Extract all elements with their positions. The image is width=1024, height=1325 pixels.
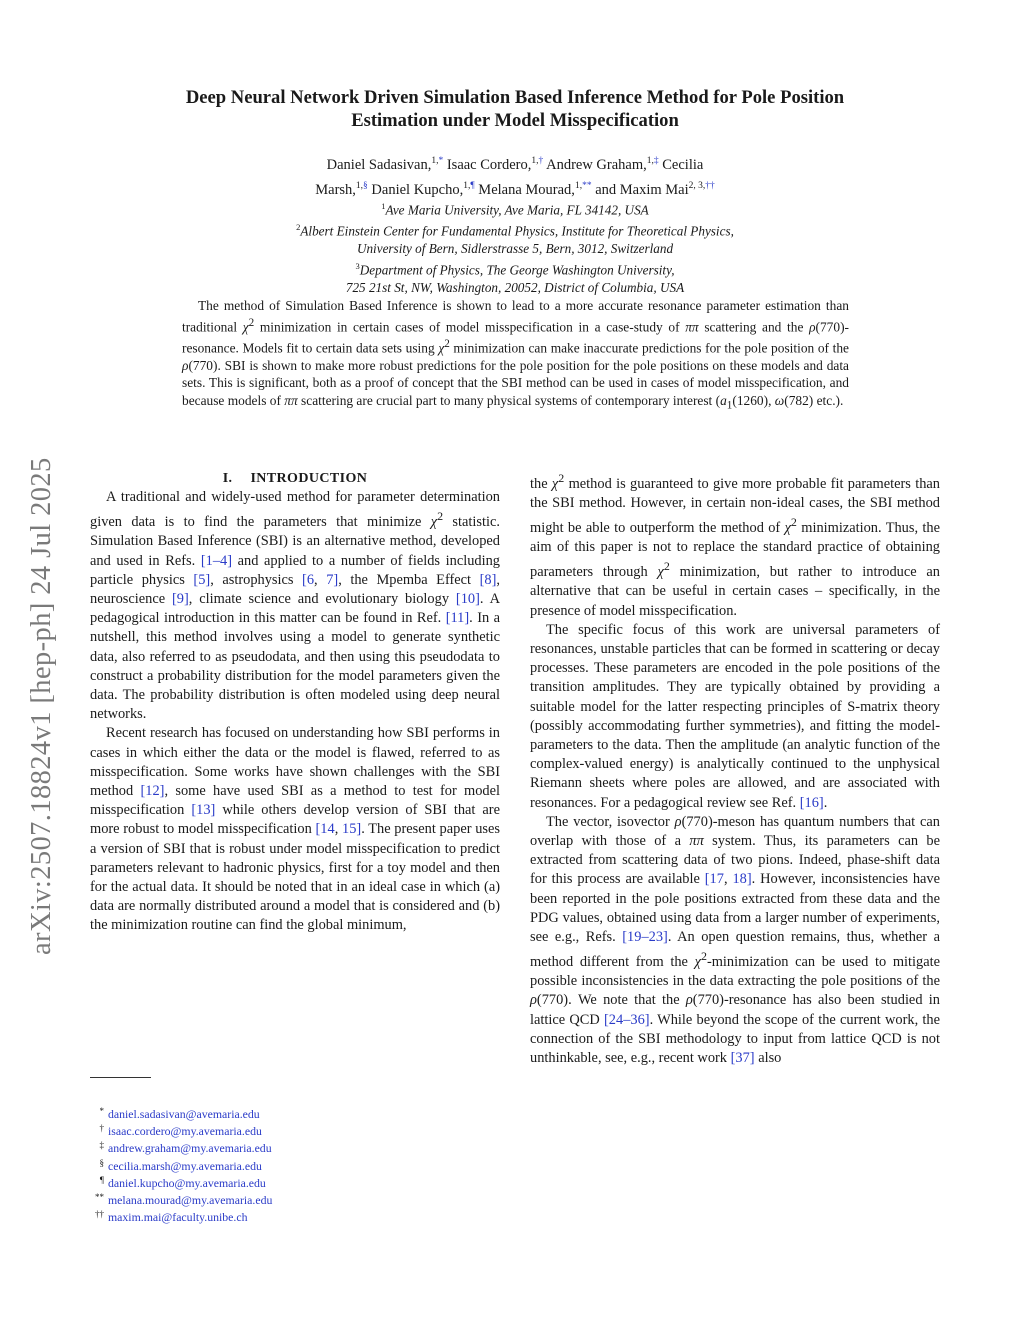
paragraph: The vector, isovector ρ(770)-meson has quantum numbers that can overlap with those of a ππ system. Thus, its parameters can be extracted from scattering data of two pions. Indeed, phase-shift data for this process are available [17, 18]. However, inconsistencies have been reported in the pole positions extracted from these data and the PDG values, obtained using data from a larger number of experiments, see e.g., Refs. [19–23]. An open question remains, thus, whether a method different from the $\chi^2$-minimization can be used to mitigate possible inconsistencies in the data extracting the pole positions of the ρ(770). We note that the ρ(770)-resonance has also been studied in lattice QCD [24–36]. While beyond the scope of the current work, the connection of the SBI methodology to input from lattice QCD is not unthinkable, see, e.g., recent work [37] also	[530, 813, 941, 1067]
footnote-mark[interactable]: *	[438, 156, 444, 166]
author-name: Cecilia	[662, 156, 704, 173]
citation-link[interactable]: [16]	[799, 794, 824, 811]
email-link[interactable]: isaac.cordero@my.avemaria.edu	[108, 1124, 262, 1139]
author-name: Daniel Sadasivan,	[326, 156, 432, 173]
affiliation-line: University of Bern, Sidlerstrasse 5, Bern, 3012, Switzerland	[356, 240, 674, 256]
paragraph: The specific focus of this work are universal parameters of resonances, unstable particles that can be formed in scattering or decay processes. These parameters are encoded in the pole positions of the transition amplitudes. They are typically obtained by providing a suitable model for the latter respecting principles of S-matrix theory (possibly accommodating further symmetries), and fitting the model-parameters to the data. Then the amplitude (an analytic function of the complex-valued energy) is analytically continued to the unphysical Riemann sheets where poles are allowed, and are associated with resonances. For a pedagogical review see Ref. [16].	[530, 621, 940, 811]
section-heading: I. INTRODUCTION	[222, 471, 368, 486]
left-column	[90, 469, 500, 936]
email-link[interactable]: maxim.mai@faculty.unibe.ch	[108, 1210, 248, 1225]
citation-link[interactable]: [13]	[191, 802, 216, 819]
paper-title	[90, 86, 940, 132]
affiliation-line: Ave Maria University, Ave Maria, FL 34142, USA	[385, 202, 649, 218]
email-link[interactable]: andrew.graham@my.avemaria.edu	[108, 1141, 272, 1156]
footnote: ¶ daniel.kupcho@my.avemaria.edu	[99, 1174, 266, 1190]
arxiv-identifier: arXiv:2507.18824v1 [hep-ph] 24 Jul 2025	[26, 457, 57, 955]
citation-link[interactable]: [12]	[140, 783, 165, 800]
paragraph: the $\chi^2$ method is guaranteed to give more probable fit parameters than the SBI method. However, in certain non-ideal cases, the SBI method might be able to outperform the method of $\chi^2$ minimization. Thus, the aim of this paper is not to replace the standard practice of obtaining parameters through $\chi^2$ minimization, but rather to introduce an alternative that can be useful in certain cases – specifically, in the presence of model misspecification.	[530, 471, 940, 619]
email-link[interactable]: daniel.sadasivan@avemaria.edu	[108, 1107, 260, 1121]
citation-link[interactable]: 18]	[732, 871, 752, 888]
citation-link[interactable]: 15]	[342, 821, 362, 838]
footnote: †† maxim.mai@faculty.unibe.ch	[95, 1209, 248, 1225]
citation-link[interactable]: [1–4]	[200, 552, 232, 569]
citation-link[interactable]: [19–23]	[622, 929, 668, 946]
right-column	[530, 469, 940, 1068]
author-name: Isaac Cordero,	[446, 156, 532, 173]
email-link[interactable]: daniel.kupcho@my.avemaria.edu	[108, 1175, 266, 1190]
footnote: ‡ andrew.graham@my.avemaria.edu	[99, 1140, 272, 1156]
affiliations: $^1$Ave Maria University, Ave Maria, FL 34142, USA $^2$Albert Einstein Center for Fundamental Physics, Institute for Theoretical Physics, University of Bern, Sidlerstrasse 5, Bern, 3012, Switzerland $^3$Department of Physics, The George Washington University, 725 21st St, NW, Washington, 20052, District of Columbia, USA	[296, 201, 734, 295]
footnote-mark[interactable]: ‡	[653, 156, 659, 166]
author-name: Melana Mourad,	[478, 181, 575, 198]
citation-link[interactable]: [24–36]	[604, 1011, 650, 1028]
paragraph: A traditional and widely-used method for parameter determination given data is to find the parameters that minimize $\chi^2$ statistic. Simulation Based Inference (SBI) is an alternative method, developed and used in Refs. [1–4] and applied to a number of fields including particle physics [5], astrophysics [6, 7], the Mpemba Effect [8], neuroscience [9], climate science and evolutionary biology [10]. A pedagogical introduction in this matter can be found in Ref. [11]. In a nutshell, this method involves using a model to generate synthetic data, also referred to as pseudodata, and then using this pseudodata to construct a probability distribution for the model parameters given the data. The probability distribution is often modeled using deep neural networks.	[90, 489, 501, 723]
affiliation-line: 725 21st St, NW, Washington, 20052, District of Columbia, USA	[345, 279, 685, 295]
footnote: ** melana.mourad@my.avemaria.edu	[95, 1192, 273, 1208]
author-name: Daniel Kupcho,	[371, 181, 464, 198]
footnote-mark[interactable]: ¶	[470, 180, 475, 191]
citation-link[interactable]: 7]	[326, 571, 339, 588]
footnote-mark[interactable]: §	[363, 180, 368, 191]
citation-link[interactable]: [6	[302, 571, 315, 588]
email-link[interactable]: melana.mourad@my.avemaria.edu	[108, 1193, 273, 1208]
title-line-1: Deep Neural Network Driven Simulation Based Inference Method for Pole Position	[185, 87, 845, 108]
footnote-mark[interactable]: ††	[705, 180, 715, 191]
footnote-mark[interactable]: †	[538, 156, 544, 166]
author-list: Daniel Sadasivan,$^{1,*}$ Isaac Cordero,$^{1,\dagger}$ Andrew Graham,$^{1,\ddagger}$ Cecilia Marsh,$^{1,\S}$ Daniel Kupcho,$^{1,\P}$ Melana Mourad,$^{1,**}$ and Maxim Mai$^{2, 3,\dagger\dagger}$	[315, 156, 715, 198]
citation-link[interactable]: [10]	[455, 591, 480, 608]
citation-link[interactable]: [5]	[193, 571, 211, 588]
paragraph: Recent research has focused on understanding how SBI performs in cases in which either the data or the model is flawed, referred to as misspecification. Some works have shown challenges with the SBI method [12], some have used SBI as a method to test for model misspecification [13] while others develop version of SBI that are more robust to model misspecification [14, 15]. The present paper uses a version of SBI that is robust under model misspecification to predict parameters relevant to hadronic physics, first for a toy model and then for the actual data. It should be noted that in an ideal case in which (a) data are normally distributed around a model that is considered and (b) the minimization routine can find the global minimum,	[90, 725, 501, 934]
citation-link[interactable]: [17	[704, 871, 724, 888]
author-name: Andrew Graham,	[546, 156, 647, 173]
footnote: † isaac.cordero@my.avemaria.edu	[99, 1123, 262, 1139]
affiliation-line: Albert Einstein Center for Fundamental Physics, Institute for Theoretical Physics,	[300, 223, 734, 239]
footnote: § cecilia.marsh@my.avemaria.edu	[99, 1157, 262, 1173]
title-line-2: Estimation under Model Misspecification	[351, 110, 679, 131]
footnote: * daniel.sadasivan@avemaria.edu	[99, 1106, 260, 1121]
footnote-divider	[90, 1077, 151, 1078]
citation-link[interactable]: [8]	[479, 571, 497, 588]
author-name: Marsh,	[315, 181, 356, 198]
footnotes	[86, 1106, 416, 1226]
citation-link[interactable]: [14	[315, 821, 335, 838]
citation-link[interactable]: [37]	[730, 1050, 755, 1067]
author-name: Maxim Mai	[619, 181, 689, 198]
affiliation-line: Department of Physics, The George Washington University,	[359, 261, 675, 277]
email-link[interactable]: cecilia.marsh@my.avemaria.edu	[108, 1158, 262, 1173]
citation-link[interactable]: [11]	[445, 610, 470, 627]
footnote-mark[interactable]: **	[582, 180, 592, 191]
citation-link[interactable]: [9]	[172, 591, 189, 608]
abstract: The method of Simulation Based Inference is shown to lead to a more accurate resonance parameter estimation than traditional $\chi^2$ minimization in certain cases of model misspecification in a case-study of ππ scattering and the ρ(770)-resonance. Models fit to certain data sets using $\chi^2$ minimization can make inaccurate predictions for the pole position of the ρ(770). SBI is shown to make more robust predictions for the pole position for the pole positions on these models and data sets. This is significant, both as a proof of concept that the SBI method can be used in cases of model misspecification, and because models of ππ scattering are crucial part to many physical systems of contemporary interest ($a_1(1260)$, ω(782) etc.).	[182, 298, 850, 412]
